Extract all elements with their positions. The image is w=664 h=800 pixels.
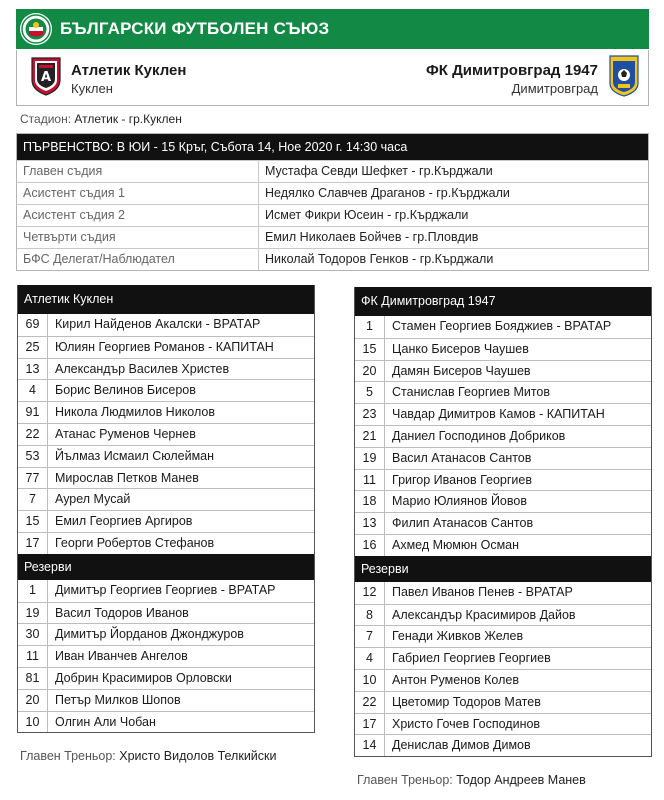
player-number: 53 <box>18 446 48 467</box>
player-name: Кирил Найденов Акалски - ВРАТАР <box>55 317 261 331</box>
official-row <box>17 160 648 182</box>
home-team-city: Куклен <box>71 81 113 96</box>
player-name: Даниел Господинов Добриков <box>392 428 566 443</box>
away-team-city: Димитровград <box>511 81 598 96</box>
player-name: Мирослав Петков Манев <box>55 470 199 485</box>
player-row <box>355 734 651 756</box>
player-name: Денислав Димов Димов <box>392 738 531 753</box>
away-lineup-table <box>354 287 652 757</box>
player-row <box>355 582 651 604</box>
player-name: Димитър Георгиев Георгиев - ВРАТАР <box>55 582 276 597</box>
player-row <box>18 358 314 380</box>
player-row <box>355 360 651 382</box>
player-name: Ахмед Мюмюн Осман <box>392 537 520 552</box>
player-number: 20 <box>18 690 48 711</box>
player-number: 19 <box>18 603 48 624</box>
home-coach <box>17 749 315 763</box>
player-name: Йълмаз Исмаил Сюлейман <box>55 448 215 463</box>
player-number: 13 <box>355 513 385 534</box>
player-row <box>18 336 314 358</box>
svg-text:A: A <box>40 70 52 85</box>
player-name: Георги Робертов Стефанов <box>55 535 215 550</box>
competition-banner: ПЪРВЕНСТВО: В ЮИ - 15 Кръг, Събота 14, Ное 2020 г. 14:30 часа <box>17 134 648 160</box>
player-name: Александър Василев Христев <box>55 361 230 376</box>
player-number: 17 <box>355 714 385 735</box>
away-coach-name: Тодор Андреев Манев <box>456 773 586 788</box>
away-lineup <box>354 287 652 787</box>
player-row <box>355 338 651 360</box>
player-number: 4 <box>18 380 48 401</box>
player-name: Иван Иванчев Ангелов <box>55 649 188 664</box>
home-coach-label: Главен Треньор: <box>20 749 116 764</box>
player-row <box>355 604 651 626</box>
player-number: 25 <box>18 337 48 358</box>
player-row <box>355 403 651 425</box>
stadium-label: Стадион: <box>20 112 72 126</box>
player-row <box>355 534 651 556</box>
player-row <box>18 401 314 423</box>
player-number: 16 <box>355 535 385 556</box>
player-name: Аурел Мусай <box>55 492 131 507</box>
home-coach-name: Христо Видолов Телкийски <box>119 749 277 764</box>
official-role: Асистент съдия 2 <box>17 205 259 226</box>
official-name: Недялко Славчев Драганов - гр.Кърджали <box>265 186 510 200</box>
player-row <box>355 625 651 647</box>
stadium-value: Атлетик - гр.Куклен <box>74 112 182 126</box>
player-row <box>355 425 651 447</box>
player-number: 18 <box>355 491 385 512</box>
player-name: Никола Людмилов Николов <box>55 405 216 420</box>
player-row <box>18 645 314 667</box>
player-name: Васил Тодоров Иванов <box>55 605 189 620</box>
official-role: Четвърти съдия <box>17 227 259 248</box>
player-number: 5 <box>355 382 385 403</box>
player-row <box>18 423 314 445</box>
official-name: Исмет Фикри Юсеин - гр.Кърджали <box>265 208 469 222</box>
player-row <box>355 647 651 669</box>
player-number: 30 <box>18 624 48 645</box>
player-number: 1 <box>18 580 48 602</box>
player-name: Борис Велинов Бисеров <box>55 383 196 398</box>
player-number: 17 <box>18 533 48 554</box>
player-row <box>18 602 314 624</box>
player-name: Александър Красимиров Дайов <box>392 607 576 622</box>
player-name: Юлиян Георгиев Романов - КАПИТАН <box>55 339 274 354</box>
player-name: Стамен Георгиев Бояджиев - ВРАТАР <box>392 319 612 333</box>
official-name: Емил Николаев Бойчев - гр.Пловдив <box>265 230 479 244</box>
player-number: 20 <box>355 361 385 382</box>
bfs-crest-icon <box>20 13 52 45</box>
federation-header <box>16 9 649 49</box>
home-lineup <box>17 285 315 763</box>
official-row <box>17 204 648 226</box>
player-number: 13 <box>18 359 48 380</box>
official-role: Асистент съдия 1 <box>17 183 259 204</box>
player-number: 14 <box>355 735 385 756</box>
officials-table <box>16 133 649 271</box>
player-name: Габриел Георгиев Георгиев <box>392 651 551 666</box>
player-number: 11 <box>355 470 385 491</box>
player-number: 77 <box>18 468 48 489</box>
away-team-name: ФК Димитровград 1947 <box>425 62 598 79</box>
player-number: 12 <box>355 582 385 604</box>
player-name: Цанко Бисеров Чаушев <box>392 341 529 356</box>
player-row <box>355 316 651 338</box>
player-number: 7 <box>18 489 48 510</box>
home-subs-title: Резерви <box>18 554 314 580</box>
player-row <box>355 447 651 469</box>
home-lineup-title: Атлетик Куклен <box>18 285 314 314</box>
player-name: Атанас Руменов Чернев <box>55 426 196 441</box>
player-number: 22 <box>355 692 385 713</box>
player-name: Добрин Красимиров Орловски <box>55 670 232 685</box>
player-name: Емил Георгиев Аргиров <box>55 514 193 529</box>
away-coach-label: Главен Треньор: <box>357 773 453 788</box>
player-number: 15 <box>355 339 385 360</box>
player-row <box>18 488 314 510</box>
player-name: Христо Гочев Господинов <box>392 716 541 731</box>
player-name: Филип Атанасов Сантов <box>392 516 534 531</box>
player-number: 10 <box>18 712 48 733</box>
player-name: Генади Живков Желев <box>392 629 524 644</box>
player-number: 11 <box>18 646 48 667</box>
player-name: Чавдар Димитров Камов - КАПИТАН <box>392 407 605 422</box>
away-subs-title: Резерви <box>355 556 651 582</box>
player-row <box>18 467 314 489</box>
match-teams <box>16 50 649 106</box>
player-row <box>18 623 314 645</box>
official-name: Мустафа Севди Шефкет - гр.Кърджали <box>265 164 493 178</box>
player-name: Олгин Али Чобан <box>55 714 156 729</box>
player-number: 21 <box>355 426 385 447</box>
federation-title: БЪЛГАРСКИ ФУТБОЛЕН СЪЮЗ <box>60 19 330 38</box>
official-name: Николай Тодоров Генков - гр.Кърджали <box>265 252 494 266</box>
official-row <box>17 182 648 204</box>
player-name: Станислав Георгиев Митов <box>392 385 551 400</box>
player-name: Димитър Йорданов Джонджуров <box>55 627 244 642</box>
dimitrovgrad-1947-crest-icon <box>609 55 639 97</box>
player-row <box>18 532 314 554</box>
player-row <box>18 667 314 689</box>
player-number: 4 <box>355 648 385 669</box>
player-name: Васил Атанасов Сантов <box>392 450 532 465</box>
player-name: Павел Иванов Пенев - ВРАТАР <box>392 584 573 599</box>
player-row <box>355 490 651 512</box>
player-row <box>355 469 651 491</box>
player-row <box>18 379 314 401</box>
player-number: 10 <box>355 670 385 691</box>
player-name: Петър Милков Шопов <box>55 692 181 707</box>
away-lineup-title: ФК Димитровград 1947 <box>355 287 651 316</box>
official-row <box>17 226 648 248</box>
player-name: Дамян Бисеров Чаушев <box>392 363 531 378</box>
player-name: Антон Руменов Колев <box>392 672 519 687</box>
official-role: БФС Делегат/Наблюдател <box>17 249 259 270</box>
player-row <box>18 711 314 733</box>
player-row <box>18 580 314 602</box>
player-row <box>18 510 314 532</box>
player-number: 7 <box>355 626 385 647</box>
stadium-line <box>20 112 182 126</box>
player-name: Григор Иванов Георгиев <box>392 472 532 487</box>
player-number: 8 <box>355 605 385 626</box>
player-row <box>355 381 651 403</box>
home-lineup-table <box>17 285 315 733</box>
player-row <box>355 713 651 735</box>
home-team-name: Атлетик Куклен <box>71 62 187 79</box>
player-row <box>18 314 314 336</box>
player-name: Цветомир Тодоров Матев <box>392 694 541 709</box>
player-row <box>355 512 651 534</box>
player-row <box>355 669 651 691</box>
player-number: 1 <box>355 316 385 338</box>
player-row <box>355 691 651 713</box>
official-role: Главен съдия <box>17 161 259 182</box>
away-coach <box>354 773 652 787</box>
official-row <box>17 248 648 270</box>
player-row <box>18 445 314 467</box>
player-number: 19 <box>355 448 385 469</box>
atletik-kuklen-crest-icon <box>30 56 62 96</box>
player-row <box>18 689 314 711</box>
player-number: 81 <box>18 668 48 689</box>
player-number: 15 <box>18 511 48 532</box>
player-number: 91 <box>18 402 48 423</box>
player-number: 23 <box>355 404 385 425</box>
player-number: 69 <box>18 314 48 336</box>
player-name: Марио Юлиянов Йовов <box>392 494 527 509</box>
player-number: 22 <box>18 424 48 445</box>
